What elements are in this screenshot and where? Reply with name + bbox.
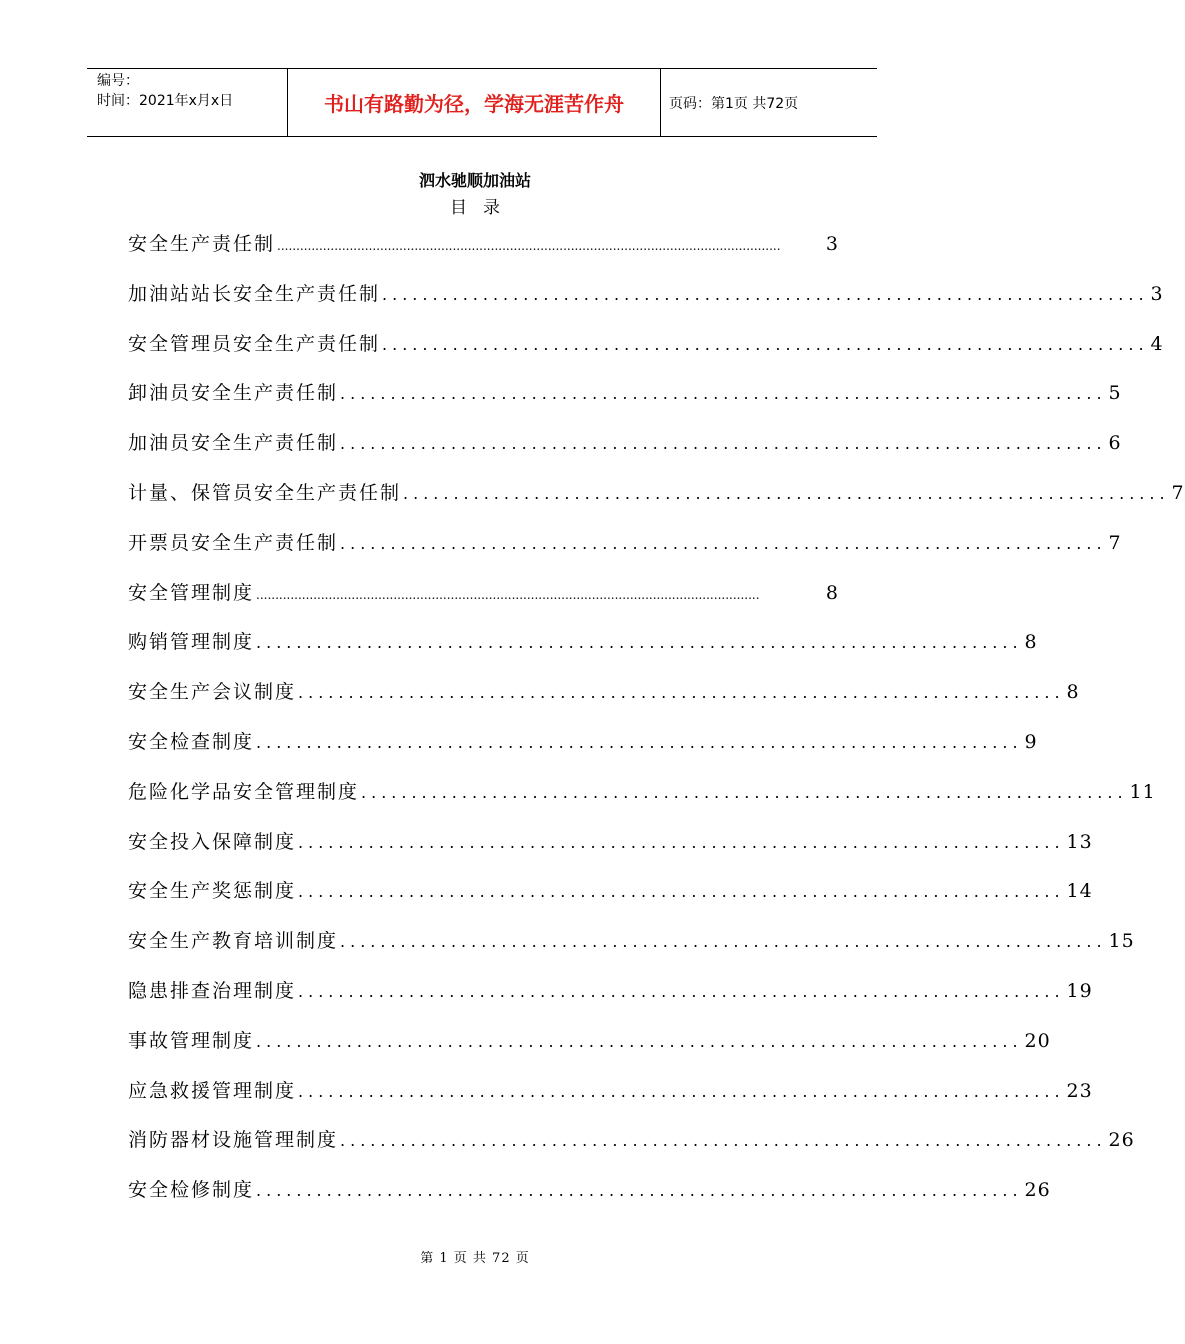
- toc-entry-title: 安全生产责任制: [128, 233, 276, 255]
- toc-entry-page: 14: [1066, 880, 1093, 903]
- toc-heading: 目录: [450, 198, 516, 218]
- toc-entry[interactable]: [128, 822, 1093, 872]
- toc-entry-title: 加油员安全生产责任制: [128, 432, 339, 455]
- header-motto: 书山有路勤为径，学海无涯苦作舟: [288, 69, 661, 136]
- toc-entry[interactable]: [128, 871, 1093, 921]
- toc-entry[interactable]: [128, 373, 1122, 423]
- toc-entry-title: 安全管理制度: [128, 581, 255, 604]
- toc-leader: ....................................................................................................................................: [256, 587, 760, 602]
- toc-entry-title: 隐患排查治理制度: [128, 979, 297, 1002]
- toc-leader: ............................................................................: [298, 1081, 1065, 1101]
- toc-leader: ............................................................................: [382, 284, 1149, 304]
- header-page-info: 页码：第1页 共72页: [669, 95, 799, 112]
- toc-entry-title: 安全生产教育培训制度: [128, 930, 339, 953]
- toc-entry-title: 安全检修制度: [128, 1179, 255, 1202]
- toc-entry-page: 4: [1150, 332, 1164, 355]
- toc-entry[interactable]: [128, 622, 1038, 672]
- time-label: 时间：2021年x月x日: [97, 93, 234, 109]
- toc-leader: ............................................................................: [340, 434, 1107, 454]
- toc-leader: ............................................................................: [298, 683, 1065, 703]
- toc-entry-page: 23: [1066, 1079, 1093, 1102]
- toc-entry-page: 3: [825, 233, 839, 255]
- toc-entry-title: 安全生产奖惩制度: [128, 880, 297, 903]
- toc-leader: ............................................................................: [340, 384, 1107, 404]
- toc-entry-page: 5: [1108, 382, 1122, 405]
- toc-entry[interactable]: [128, 573, 839, 623]
- toc-entry-page: 8: [825, 581, 839, 604]
- toc-entry[interactable]: [128, 324, 1164, 374]
- page-header: [87, 68, 877, 137]
- toc-entry-title: 安全生产会议制度: [128, 681, 297, 704]
- toc-leader: ............................................................................: [340, 1131, 1107, 1151]
- toc-entry-page: 6: [1108, 432, 1122, 455]
- toc-entry-page: 15: [1108, 930, 1135, 953]
- toc-entry[interactable]: [128, 971, 1093, 1021]
- toc-leader: ............................................................................: [298, 832, 1065, 852]
- toc-entry[interactable]: [128, 1120, 1135, 1170]
- toc-leader: ............................................................................: [298, 882, 1065, 902]
- toc-leader: ............................................................................: [298, 981, 1065, 1001]
- toc-entry-title: 安全管理员安全生产责任制: [128, 332, 381, 355]
- toc-entry-title: 加油站站长安全生产责任制: [128, 282, 381, 305]
- page-footer: 第 1 页 共 72 页: [420, 1251, 530, 1266]
- toc-entry-page: 26: [1024, 1179, 1051, 1202]
- toc-leader: ............................................................................: [256, 732, 1023, 752]
- toc-entry[interactable]: [128, 1170, 1051, 1220]
- toc-entry-title: 计量、保管员安全生产责任制: [128, 481, 402, 504]
- toc-entry-page: 9: [1024, 730, 1038, 753]
- toc-entry-title: 危险化学品安全管理制度: [128, 780, 360, 803]
- toc-leader: ............................................................................: [340, 932, 1107, 952]
- toc-leader: ....................................................................................................................................: [277, 239, 781, 253]
- toc-entry-title: 安全检查制度: [128, 730, 255, 753]
- toc-entry[interactable]: [128, 672, 1080, 722]
- toc-entry-page: 7: [1108, 531, 1122, 554]
- toc-entry[interactable]: [128, 1021, 1051, 1071]
- toc-leader: ............................................................................: [382, 334, 1149, 354]
- toc-entry[interactable]: [128, 1071, 1093, 1121]
- toc-entry-page: 20: [1024, 1029, 1051, 1052]
- header-meta: [87, 69, 288, 136]
- toc-entry-title: 购销管理制度: [128, 631, 255, 654]
- toc-leader: ............................................................................: [361, 782, 1128, 802]
- document-title: 泗水驰顺加油站: [418, 171, 531, 190]
- toc-entry-page: 19: [1066, 979, 1093, 1002]
- toc-entry-page: 11: [1129, 780, 1156, 803]
- toc-entry-title: 开票员安全生产责任制: [128, 531, 339, 554]
- toc-leader: ............................................................................: [256, 1181, 1023, 1201]
- toc-entry-title: 卸油员安全生产责任制: [128, 382, 339, 405]
- table-of-contents: [128, 224, 1185, 1220]
- toc-entry[interactable]: [128, 423, 1122, 473]
- toc-entry-page: 8: [1024, 631, 1038, 654]
- toc-entry-page: 26: [1108, 1129, 1135, 1152]
- number-label: 编号：: [97, 73, 139, 89]
- toc-entry[interactable]: [128, 921, 1135, 971]
- toc-leader: ............................................................................: [256, 633, 1023, 653]
- toc-entry[interactable]: [128, 523, 1122, 573]
- toc-entry[interactable]: [128, 224, 839, 274]
- toc-entry-title: 安全投入保障制度: [128, 830, 297, 853]
- toc-entry-title: 消防器材设施管理制度: [128, 1129, 339, 1152]
- toc-entry[interactable]: [128, 772, 1156, 822]
- toc-entry-page: 3: [1150, 282, 1164, 305]
- toc-entry-page: 13: [1066, 830, 1093, 853]
- toc-entry[interactable]: [128, 274, 1164, 324]
- toc-entry-page: 7: [1171, 481, 1185, 504]
- toc-entry-page: 8: [1066, 681, 1080, 704]
- toc-entry-title: 应急救援管理制度: [128, 1079, 297, 1102]
- toc-entry[interactable]: [128, 473, 1185, 523]
- toc-leader: ............................................................................: [340, 533, 1107, 553]
- toc-entry-title: 事故管理制度: [128, 1029, 255, 1052]
- toc-entry[interactable]: [128, 722, 1038, 772]
- toc-leader: ............................................................................: [403, 483, 1170, 503]
- toc-leader: ............................................................................: [256, 1031, 1023, 1051]
